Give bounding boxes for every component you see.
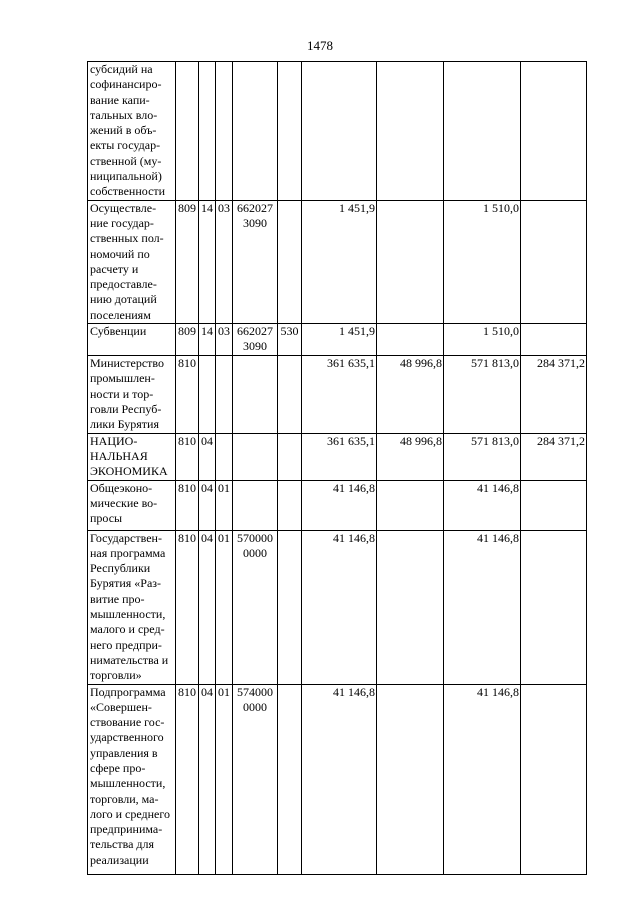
row-name-line: поселениям xyxy=(90,307,151,322)
row-name-line: Подпрограмма xyxy=(90,684,166,699)
row-name-line: витие про- xyxy=(90,591,145,606)
row-name-line: ная программа xyxy=(90,545,166,560)
row-name-line: нию дотаций xyxy=(90,292,157,307)
row-name-line: тальных вло- xyxy=(90,107,158,122)
amount-1: 41 146,8 xyxy=(302,530,377,684)
row-name-line: ниципальной) xyxy=(90,169,162,184)
row-name-line: лого и среднего xyxy=(90,806,171,821)
row-name-line: ударственного xyxy=(90,730,164,745)
amount-3: 41 146,8 xyxy=(444,530,521,684)
amount-2 xyxy=(377,324,444,356)
amount-2 xyxy=(377,684,444,874)
row-name-line: ЭКОНОМИКА xyxy=(90,464,168,479)
row-name-line: расчету и xyxy=(90,261,139,276)
row-name-line: него предпри- xyxy=(90,637,162,652)
row-name-line: торговли, ма- xyxy=(90,791,159,806)
row-name-line: НАЛЬНАЯ xyxy=(90,448,148,463)
vr-code xyxy=(278,530,302,684)
row-name-line: Республики xyxy=(90,561,151,576)
amount-4 xyxy=(521,480,587,530)
vr-code xyxy=(278,62,302,201)
amount-2 xyxy=(377,530,444,684)
row-name-line: Министерство xyxy=(90,356,164,371)
table-row xyxy=(88,530,587,684)
csr-code-cell xyxy=(233,62,278,201)
row-name-cell xyxy=(88,684,176,874)
amount-3: 571 813,0 xyxy=(444,433,521,480)
amount-3: 41 146,8 xyxy=(444,480,521,530)
row-name-line: просы xyxy=(90,511,123,526)
csr-code-line: 662027 xyxy=(237,324,273,339)
amount-2: 48 996,8 xyxy=(377,433,444,480)
pr-code: 01 xyxy=(216,480,233,530)
amount-1: 41 146,8 xyxy=(302,480,377,530)
row-name-line: субсидий на xyxy=(90,62,153,76)
vr-code xyxy=(278,356,302,433)
row-name-line: нимательства и xyxy=(90,652,169,667)
amount-4: 284 371,2 xyxy=(521,433,587,480)
csr-code-cell xyxy=(233,480,278,530)
row-name-line: Общеэконо- xyxy=(90,480,153,495)
row-name-line: жений в объ- xyxy=(90,123,157,138)
pr-code xyxy=(216,356,233,433)
row-name-line: предоставле- xyxy=(90,277,157,292)
csr-code-cell xyxy=(233,433,278,480)
pr-code: 03 xyxy=(216,324,233,356)
page-number: 1478 xyxy=(307,38,333,53)
row-name-cell xyxy=(88,356,176,433)
amount-2 xyxy=(377,62,444,201)
amount-4 xyxy=(521,324,587,356)
ved-code xyxy=(176,62,199,201)
row-name-line: ние государ- xyxy=(90,215,154,230)
budget-table xyxy=(87,61,587,875)
amount-4: 284 371,2 xyxy=(521,356,587,433)
row-name-cell xyxy=(88,324,176,356)
vr-code xyxy=(278,684,302,874)
row-name-line: управления в xyxy=(90,745,158,760)
amount-1: 361 635,1 xyxy=(302,356,377,433)
row-name-cell xyxy=(88,433,176,480)
amount-2 xyxy=(377,480,444,530)
row-name-line: ности и тор- xyxy=(90,386,154,401)
row-name-line: мышленности, xyxy=(90,607,166,622)
row-name-cell xyxy=(88,480,176,530)
row-name-line: собственности xyxy=(90,184,166,199)
row-name-line: лики Бурятия xyxy=(90,417,159,432)
row-name-line: Государствен- xyxy=(90,530,162,545)
row-name-cell xyxy=(88,62,176,201)
row-name-line: НАЦИО- xyxy=(90,433,138,448)
row-name-line: мические во- xyxy=(90,495,158,510)
amount-1: 41 146,8 xyxy=(302,684,377,874)
ved-code: 810 xyxy=(176,530,199,684)
amount-2: 48 996,8 xyxy=(377,356,444,433)
csr-code-line: 662027 xyxy=(237,200,273,215)
ved-code: 809 xyxy=(176,324,199,356)
amount-1 xyxy=(302,62,377,201)
csr-code-line: 574000 xyxy=(237,684,273,699)
row-name-cell xyxy=(88,200,176,323)
csr-code-line: 0000 xyxy=(243,545,267,560)
row-name-line: вание капи- xyxy=(90,92,150,107)
csr-code-cell xyxy=(233,324,278,356)
row-name-line: софинансиро- xyxy=(90,77,162,92)
row-name-line: говли Респуб- xyxy=(90,401,162,416)
rz-code xyxy=(199,62,216,201)
table-row xyxy=(88,480,587,530)
rz-code: 04 xyxy=(199,530,216,684)
row-name-line: малого и сред- xyxy=(90,622,165,637)
rz-code xyxy=(199,356,216,433)
amount-4 xyxy=(521,62,587,201)
table-body xyxy=(88,62,587,875)
csr-code-line: 3090 xyxy=(243,339,267,354)
table-row xyxy=(88,356,587,433)
amount-3: 571 813,0 xyxy=(444,356,521,433)
table-row xyxy=(88,62,587,201)
table-row xyxy=(88,324,587,356)
row-name-line: Бурятия «Раз- xyxy=(90,576,162,591)
amount-1: 361 635,1 xyxy=(302,433,377,480)
amount-4 xyxy=(521,530,587,684)
row-name-line: ствование гос- xyxy=(90,715,165,730)
row-name-line: Субвенции xyxy=(90,324,147,339)
row-name-line: торговли» xyxy=(90,668,142,683)
row-name-line: екты государ- xyxy=(90,138,161,153)
ved-code: 810 xyxy=(176,684,199,874)
rz-code: 14 xyxy=(199,200,216,323)
amount-2 xyxy=(377,200,444,323)
csr-code-cell xyxy=(233,530,278,684)
csr-code-line: 570000 xyxy=(237,530,273,545)
row-name-line: «Совершен- xyxy=(90,699,152,714)
table-row xyxy=(88,200,587,323)
rz-code: 04 xyxy=(199,684,216,874)
csr-code-cell xyxy=(233,200,278,323)
csr-code-cell xyxy=(233,356,278,433)
table-row xyxy=(88,433,587,480)
row-name-cell xyxy=(88,530,176,684)
vr-code xyxy=(278,480,302,530)
row-name-line: ственных пол- xyxy=(90,231,164,246)
pr-code xyxy=(216,433,233,480)
pr-code xyxy=(216,62,233,201)
amount-4 xyxy=(521,684,587,874)
row-name-line: мышленности, xyxy=(90,776,166,791)
row-name-line: ственной (му- xyxy=(90,153,162,168)
row-name-line: предпринима- xyxy=(90,822,163,837)
pr-code: 01 xyxy=(216,530,233,684)
amount-3: 1 510,0 xyxy=(444,324,521,356)
csr-code-line: 3090 xyxy=(243,215,267,230)
vr-code xyxy=(278,200,302,323)
csr-code-line: 0000 xyxy=(243,699,267,714)
ved-code: 810 xyxy=(176,356,199,433)
row-name-line: номочий по xyxy=(90,246,150,261)
table-row xyxy=(88,684,587,874)
amount-3 xyxy=(444,62,521,201)
pr-code: 03 xyxy=(216,200,233,323)
amount-1: 1 451,9 xyxy=(302,200,377,323)
vr-code: 530 xyxy=(278,324,302,356)
row-name-line: промышлен- xyxy=(90,371,155,386)
vr-code xyxy=(278,433,302,480)
amount-1: 1 451,9 xyxy=(302,324,377,356)
ved-code: 810 xyxy=(176,480,199,530)
amount-3: 41 146,8 xyxy=(444,684,521,874)
amount-3: 1 510,0 xyxy=(444,200,521,323)
csr-code-cell xyxy=(233,684,278,874)
row-name-line: Осуществле- xyxy=(90,200,157,215)
row-name-line: сфере про- xyxy=(90,760,146,775)
ved-code: 810 xyxy=(176,433,199,480)
pr-code: 01 xyxy=(216,684,233,874)
rz-code: 04 xyxy=(199,433,216,480)
rz-code: 14 xyxy=(199,324,216,356)
row-name-line: реализации xyxy=(90,852,149,867)
amount-4 xyxy=(521,200,587,323)
rz-code: 04 xyxy=(199,480,216,530)
row-name-line: тельства для xyxy=(90,837,155,852)
ved-code: 809 xyxy=(176,200,199,323)
